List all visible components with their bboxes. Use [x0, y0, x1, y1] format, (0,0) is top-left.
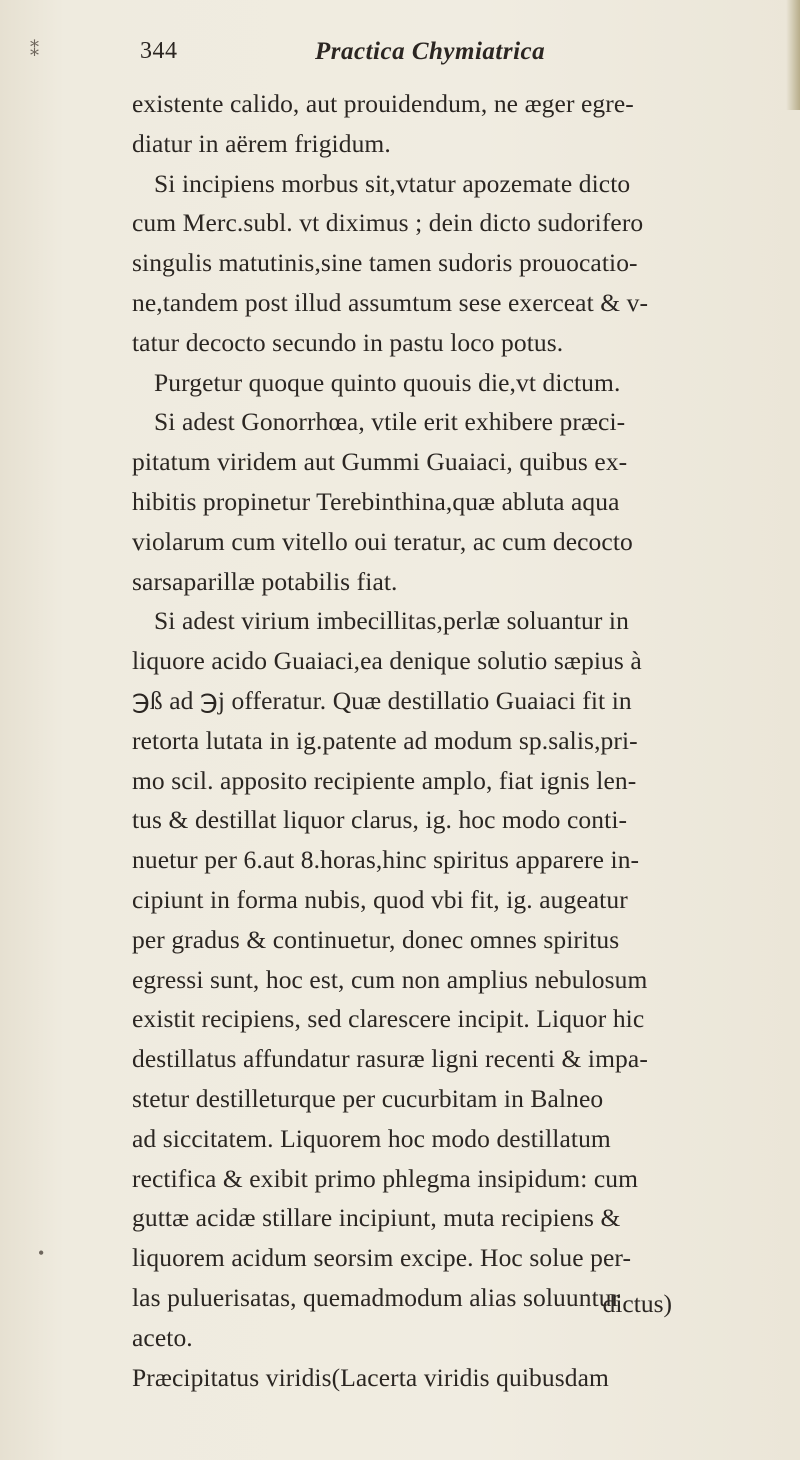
text-line: pitatum viridem aut Gummi Guaiaci, quibus ex-	[132, 447, 628, 477]
text-line: ad siccitatem. Liquorem hoc modo destillatum	[132, 1123, 611, 1153]
text-line: liquorem acidum seorsim excipe. Hoc solue per-	[132, 1243, 632, 1273]
page-number: 344	[140, 38, 178, 64]
body-text	[132, 84, 672, 1397]
text-line: aceto.	[132, 1322, 193, 1352]
text-line: guttæ acidæ stillare incipiunt, muta recipiens &	[132, 1203, 621, 1233]
text-line: rectifica & exibit primo phlegma insipidum: cum	[132, 1163, 639, 1193]
text-line: retorta lutata in ig.patente ad modum sp.salis,pri-	[132, 725, 638, 755]
text-line: tus & destillat liquor clarus, ig. hoc modo conti-	[132, 805, 628, 835]
text-line: nuetur per 6.aut 8.horas,hinc spiritus apparere in-	[132, 845, 640, 875]
text-line: existente calido, aut prouidendum, ne æger egre-	[132, 89, 634, 118]
margin-mark-icon: •	[38, 1243, 45, 1263]
text-line: Purgetur quoque quinto quouis die,vt dictum.	[154, 367, 621, 397]
text-line: las puluerisatas, quemadmodum alias soluuntur	[132, 1282, 621, 1312]
margin-mark-icon: ⁑	[30, 40, 39, 60]
text-line: egressi sunt, hoc est, cum non amplius nebulosum	[132, 964, 648, 994]
text-line: Si incipiens morbus sit,vtatur apozemate dicto	[154, 168, 631, 198]
text-line: singulis matutinis,sine tamen sudoris prouocatio-	[132, 248, 638, 278]
text-line: liquore acido Guaiaci,ea denique solutio sæpius à	[132, 646, 642, 676]
text-line: violarum cum vitello oui teratur, ac cum decocto	[132, 526, 633, 556]
text-line: existit recipiens, sed clarescere incipit. Liquor hic	[132, 1004, 645, 1034]
text-line: destillatus affundatur rasuræ ligni recenti & impa-	[132, 1044, 648, 1074]
text-line: stetur destilleturque per cucurbitam in Balneo	[132, 1083, 604, 1113]
text-line: hibitis propinetur Terebinthina,quæ abluta aqua	[132, 486, 620, 516]
text-line: Præcipitatus viridis(Lacerta viridis quibusdam	[132, 1362, 609, 1392]
running-title: Practica Chymiatrica	[315, 38, 546, 65]
text-line: Si adest Gonorrhœa, vtile erit exhibere præci-	[154, 407, 626, 437]
text-line: cipiunt in forma nubis, quod vbi fit, ig. augeatur	[132, 884, 628, 914]
text-line: tatur decocto secundo in pastu loco potus.	[132, 327, 564, 357]
text-line: cum Merc.subl. vt diximus ; dein dicto sudorifero	[132, 208, 644, 238]
text-line: ℈ß ad ℈j offeratur. Quæ destillatio Guaiaci fit in	[132, 685, 632, 715]
page-header	[140, 38, 660, 72]
text-line: sarsaparillæ potabilis fiat.	[132, 566, 398, 596]
catchword: dictus)	[602, 1289, 672, 1318]
text-line: diatur in aërem frigidum.	[132, 128, 391, 158]
text-line: mo scil. apposito recipiente amplo, fiat ignis len-	[132, 765, 637, 795]
text-line: ne,tandem post illud assumtum sese exerceat & v-	[132, 287, 649, 317]
page-edge-shadow	[786, 0, 800, 110]
text-line: Si adest virium imbecillitas,perlæ soluantur in	[154, 606, 629, 636]
text-line: per gradus & continuetur, donec omnes spiritus	[132, 924, 620, 954]
